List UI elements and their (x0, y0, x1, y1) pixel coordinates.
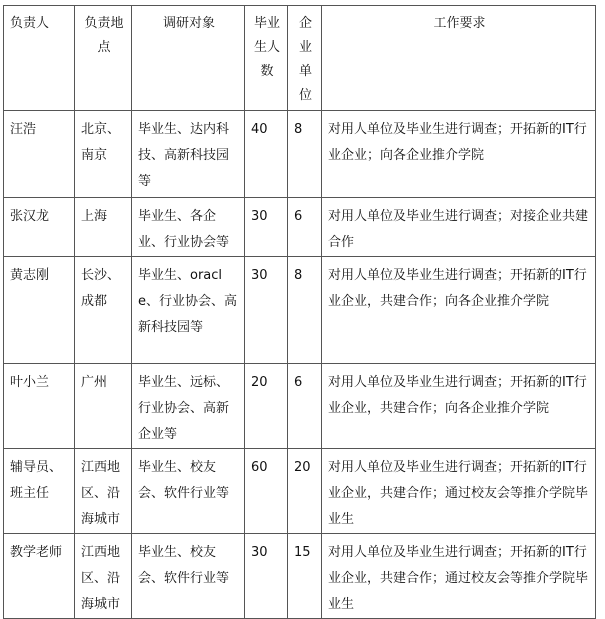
table-row (4, 257, 596, 364)
cell-requirement: 对用人单位及毕业生进行调查；开拓新的IT行业企业，共建合作；通过校友会等推介学院毕业生 (322, 449, 596, 534)
cell-target: 毕业生、oracle、行业协会、高新科技园等 (132, 257, 245, 364)
cell-location: 广州 (75, 364, 132, 449)
cell-owner: 张汉龙 (4, 198, 75, 257)
table-row (4, 449, 596, 534)
cell-requirement: 对用人单位及毕业生进行调查；开拓新的IT行业企业；向各企业推介学院 (322, 111, 596, 198)
cell-location: 北京、南京 (75, 111, 132, 198)
cell-companies: 6 (288, 364, 322, 449)
header-location: 负责地点 (75, 6, 132, 111)
header-row (4, 6, 596, 111)
cell-companies: 8 (288, 111, 322, 198)
cell-target: 毕业生、达内科技、高新科技园等 (132, 111, 245, 198)
cell-requirement: 对用人单位及毕业生进行调查；开拓新的IT行业企业，共建合作；向各企业推介学院 (322, 364, 596, 449)
header-requirement: 工作要求 (322, 6, 596, 111)
cell-target: 毕业生、各企业、行业协会等 (132, 198, 245, 257)
cell-requirement: 对用人单位及毕业生进行调查；开拓新的IT行业企业，共建合作；向各企业推介学院 (322, 257, 596, 364)
header-graduates: 毕业生人数 (245, 6, 288, 111)
header-companies: 企业单位 (288, 6, 322, 111)
cell-location: 上海 (75, 198, 132, 257)
cell-graduates: 20 (245, 364, 288, 449)
header-target: 调研对象 (132, 6, 245, 111)
cell-target: 毕业生、校友会、软件行业等 (132, 449, 245, 534)
cell-companies: 8 (288, 257, 322, 364)
cell-location: 江西地区、沿海城市 (75, 534, 132, 619)
cell-location: 长沙、成都 (75, 257, 132, 364)
survey-table-wrapper (3, 5, 596, 619)
table-row (4, 111, 596, 198)
cell-owner: 黄志刚 (4, 257, 75, 364)
cell-graduates: 60 (245, 449, 288, 534)
cell-owner: 教学老师 (4, 534, 75, 619)
survey-assignment-table (3, 5, 596, 619)
cell-requirement: 对用人单位及毕业生进行调查；对接企业共建合作 (322, 198, 596, 257)
table-row (4, 198, 596, 257)
cell-target: 毕业生、远标、行业协会、高新企业等 (132, 364, 245, 449)
cell-companies: 15 (288, 534, 322, 619)
header-owner: 负责人 (4, 6, 75, 111)
cell-companies: 6 (288, 198, 322, 257)
table-row (4, 534, 596, 619)
cell-requirement: 对用人单位及毕业生进行调查；开拓新的IT行业企业，共建合作；通过校友会等推介学院毕业生 (322, 534, 596, 619)
cell-graduates: 30 (245, 257, 288, 364)
cell-owner: 汪浩 (4, 111, 75, 198)
cell-owner: 辅导员、班主任 (4, 449, 75, 534)
cell-graduates: 30 (245, 534, 288, 619)
table-row (4, 364, 596, 449)
cell-owner: 叶小兰 (4, 364, 75, 449)
cell-graduates: 40 (245, 111, 288, 198)
cell-location: 江西地区、沿海城市 (75, 449, 132, 534)
cell-target: 毕业生、校友会、软件行业等 (132, 534, 245, 619)
cell-graduates: 30 (245, 198, 288, 257)
cell-companies: 20 (288, 449, 322, 534)
